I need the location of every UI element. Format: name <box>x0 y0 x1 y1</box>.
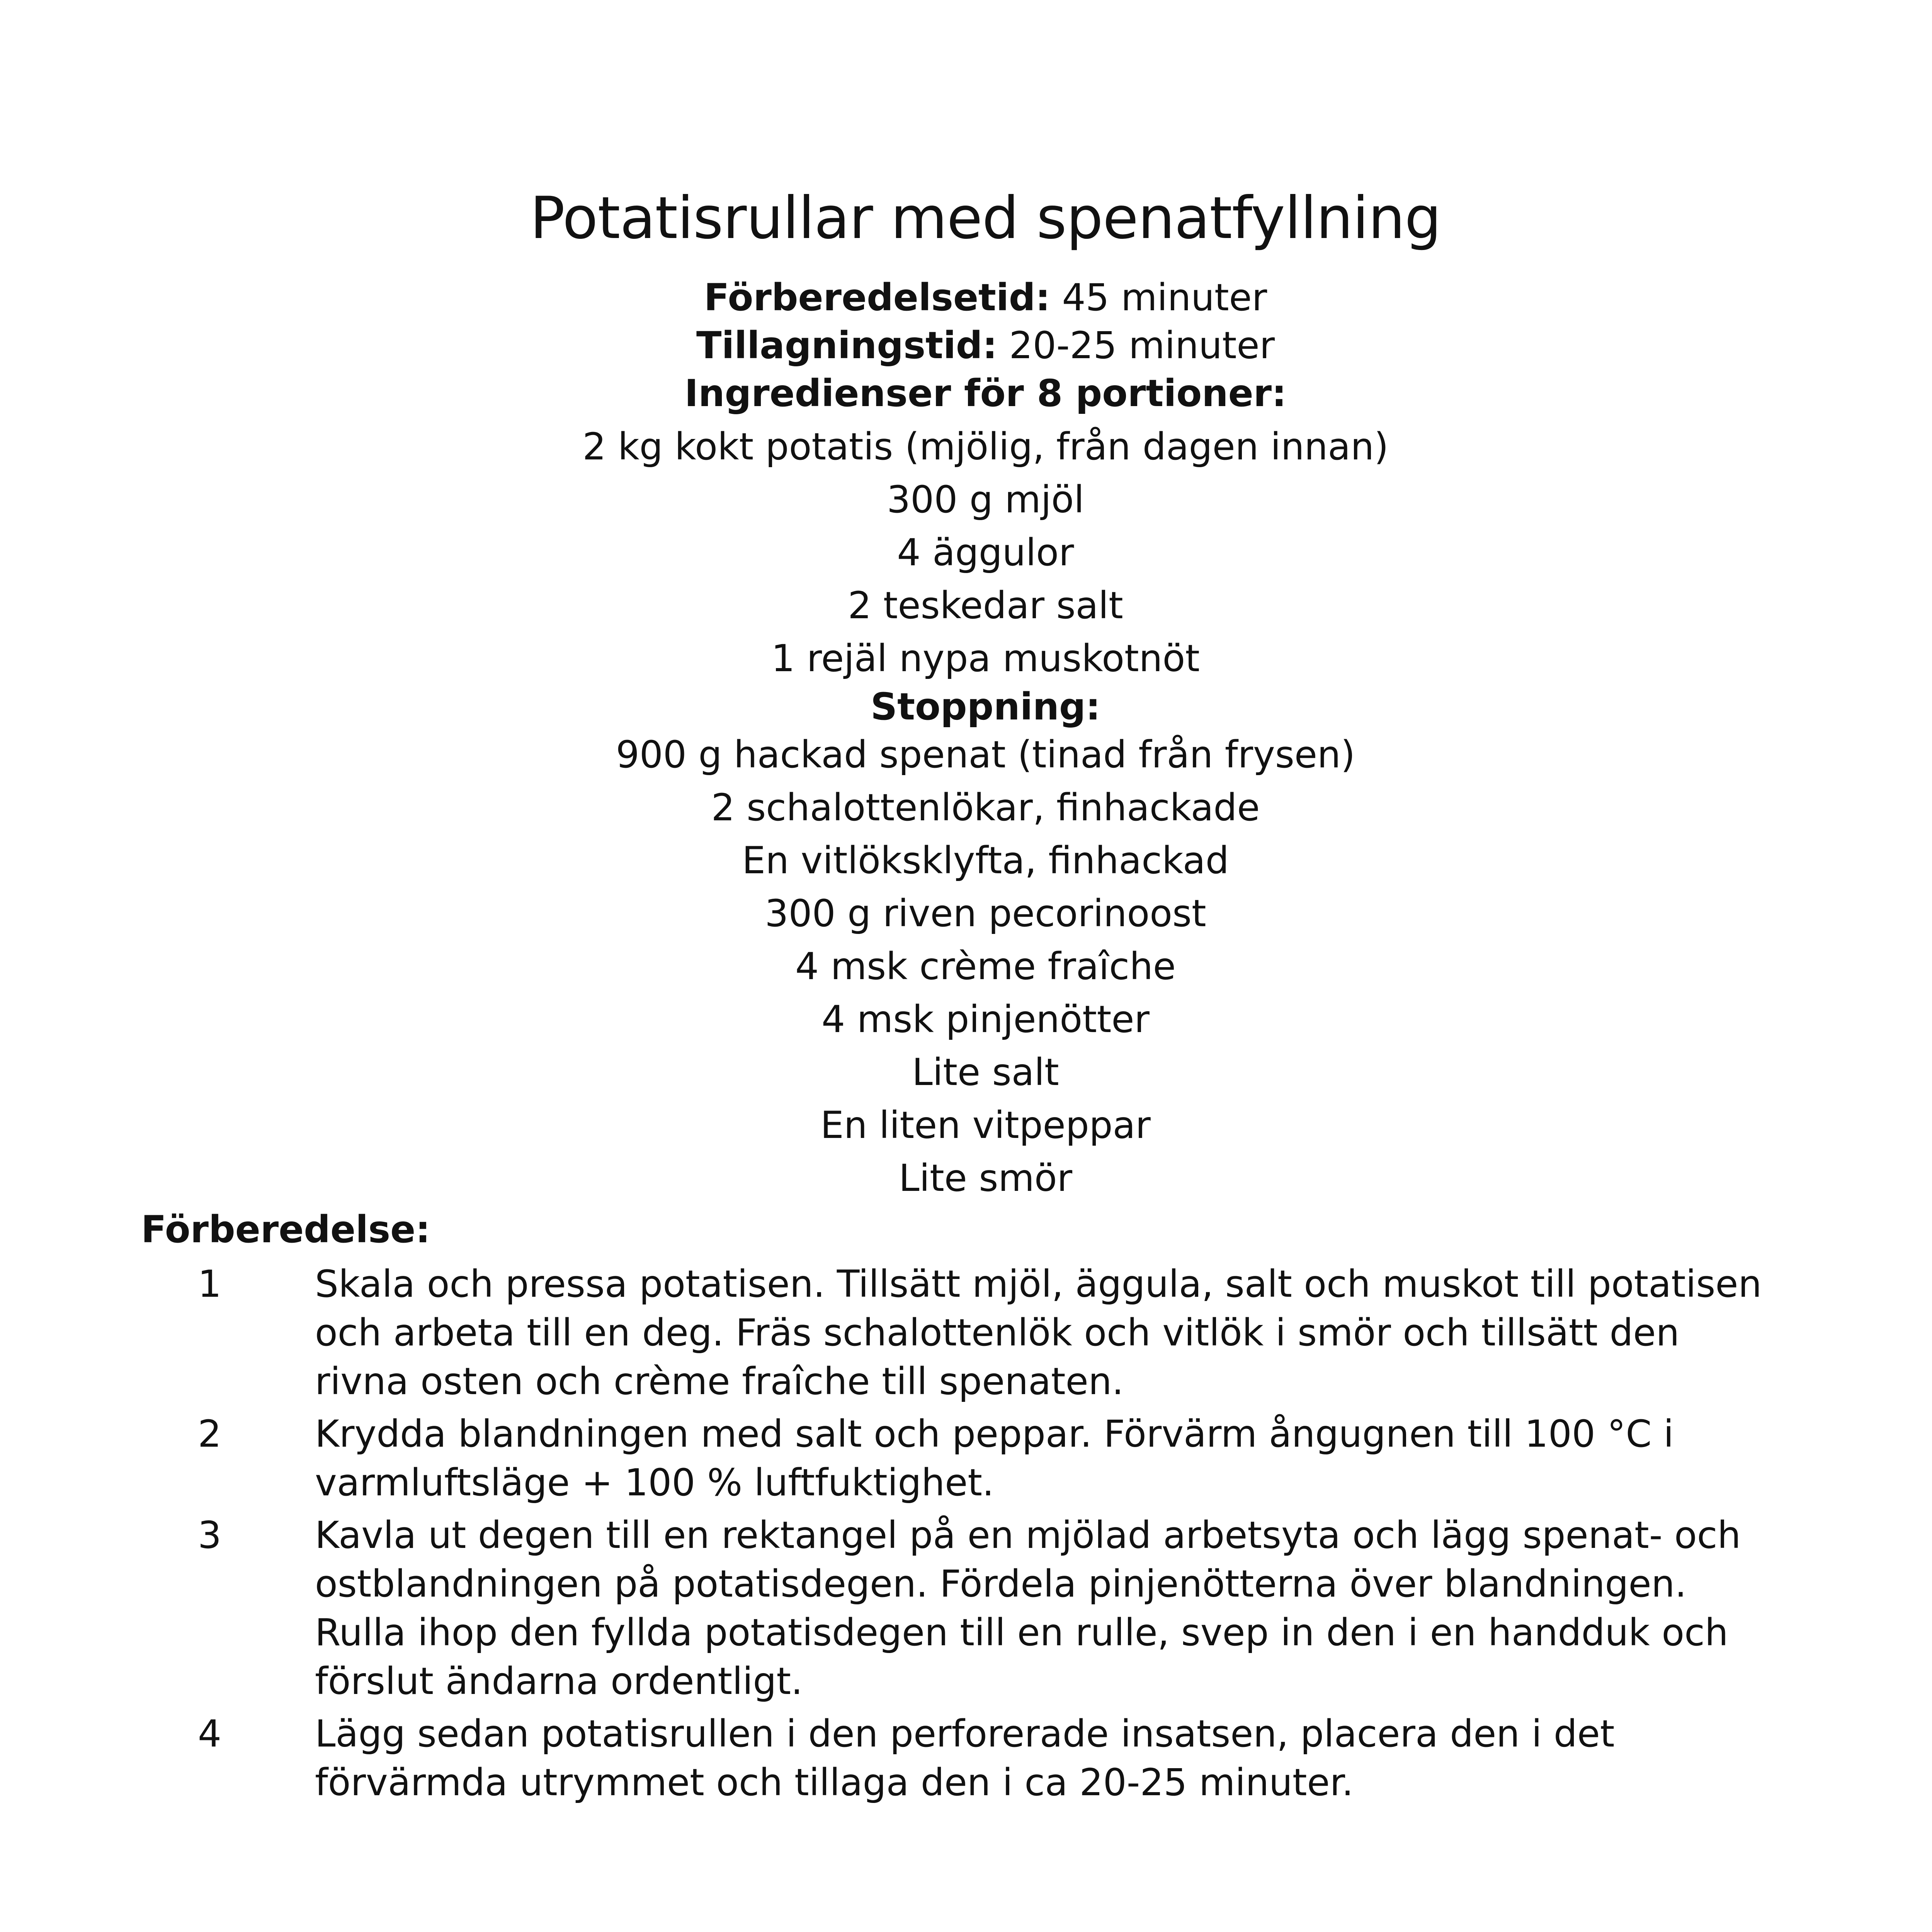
ingredients-heading <box>0 369 1932 417</box>
ingredient-list <box>0 420 1932 1205</box>
step-text: Kavla ut degen till en rektangel på en mjölad arbetsyta och lägg spenat- och ostblandningen på potatisdegen. Fördela pinjenötterna över blandningen. Rulla ihop den fyllda potatisdegen till en rulle, svep in den i en handduk och förslut ändarna ordentligt. <box>315 1514 1741 1703</box>
prep-time-line <box>0 274 1932 321</box>
preparation-heading: Förberedelse: <box>141 1208 430 1251</box>
filling-item: 900 g hackad spenat (tinad från frysen) <box>616 733 1355 776</box>
recipe-title: Potatisrullar med spenatfyllning <box>530 185 1441 252</box>
filling-item: 4 msk crème fraîche <box>795 945 1176 988</box>
recipe-meta <box>0 274 1932 417</box>
ingredient-item: 1 rejäl nypa muskotnöt <box>771 637 1200 680</box>
cook-time-label: Tillagningstid: <box>696 324 998 367</box>
preparation-steps <box>0 1260 1932 1811</box>
ingredient-item: 2 teskedar salt <box>848 584 1123 627</box>
filling-item: En vitlöksklyfta, finhackad <box>742 839 1229 882</box>
filling-heading: Stoppning: <box>870 685 1101 728</box>
step-number: 1 <box>198 1262 222 1306</box>
filling-item: En liten vitpeppar <box>820 1104 1151 1147</box>
step-number: 3 <box>198 1514 222 1557</box>
step-text: Lägg sedan potatisrullen i den perforerade insatsen, placera den i det förvärmda utrymmet och tillaga den i ca 20-25 minuter. <box>315 1712 1615 1804</box>
filling-item: 2 schalottenlökar, finhackade <box>711 786 1260 829</box>
step-item <box>0 1410 1932 1507</box>
step-text: Krydda blandningen med salt och peppar. Förvärm ångugnen till 100 °C i varmluftsläge + 100 % luftfuktighet. <box>315 1412 1674 1504</box>
filling-item: 300 g riven pecorinoost <box>765 892 1206 935</box>
filling-item: 4 msk pinjenötter <box>821 998 1150 1041</box>
filling-item: Lite salt <box>912 1051 1059 1094</box>
cook-time-value: 20-25 minuter <box>1009 324 1275 367</box>
ingredient-item: 2 kg kokt potatis (mjölig, från dagen innan) <box>582 425 1389 468</box>
step-item <box>0 1709 1932 1807</box>
filling-item: Lite smör <box>898 1156 1073 1200</box>
step-number: 2 <box>198 1412 222 1456</box>
prep-time-value: 45 minuter <box>1062 276 1267 319</box>
step-item <box>0 1511 1932 1706</box>
cook-time-line <box>0 321 1932 369</box>
ingredients-heading-text: Ingredienser för 8 portioner: <box>684 372 1287 415</box>
step-text: Skala och pressa potatisen. Tillsätt mjöl, äggula, salt och muskot till potatisen och arbeta till en deg. Fräs schalottenlök och vitlök i smör och tillsätt den rivna osten och crème fraîche till spenaten. <box>315 1262 1762 1403</box>
step-item <box>0 1260 1932 1406</box>
prep-time-label: Förberedelsetid: <box>704 276 1050 319</box>
ingredient-item: 4 äggulor <box>897 531 1074 574</box>
step-number: 4 <box>198 1712 222 1755</box>
ingredient-item: 300 g mjöl <box>887 478 1084 521</box>
